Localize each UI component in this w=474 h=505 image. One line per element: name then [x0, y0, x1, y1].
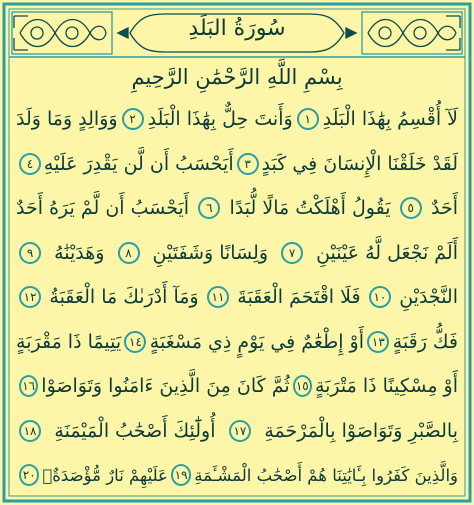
- verse-text: أَحَدٌ: [431, 197, 458, 220]
- ayah-number-marker: ٢٠: [19, 464, 39, 486]
- ayah-number-marker: ١٩: [171, 464, 191, 486]
- ayah-number-marker: ٧: [281, 242, 303, 264]
- verse-text: أَوْ إِطْعَٰمٌ فِي يَوْمٍ ذِي مَسْغَبَةٍ: [149, 330, 364, 353]
- verse-text: يَقُولُ أَهْلَكْتُ مَالًا لُّبَدًا: [229, 197, 391, 220]
- verse-text: أَلَمْ نَجْعَل لَّهُ عَيْنَيْنِ: [316, 241, 458, 264]
- verse-text: أَيَحْسَبُ أَن لَّمْ يَرَهُ أَحَدٌ: [16, 197, 190, 220]
- ayah-number-marker: ١٤: [124, 331, 146, 353]
- verse-text: وَمَآ أَدْرَىٰكَ مَا الْعَقَبَةُ: [49, 286, 199, 309]
- ayah-number-marker: ٩: [19, 242, 41, 264]
- verse-text: عَلَيْهِمْ نَارٌ مُّؤْصَدَةٌۢ: [42, 465, 168, 485]
- verse-text: لَقَدْ خَلَقْنَا الْإِنسَانَ فِي كَبَدٍ: [261, 152, 458, 175]
- verse-line: [16, 275, 458, 320]
- verse-text: وَوَالِدٍ وَمَا وَلَدَ: [16, 108, 118, 131]
- verse-text: وَلِسَانًا وَشَفَتَيْنِ: [152, 241, 269, 264]
- verse-text: بِالصَّبْرِ وَتَوَاصَوْا بِالْمَرْحَمَةِ: [264, 419, 458, 442]
- basmala: بِسْمِ اللَّهِ الرَّحْمَٰنِ الرَّحِيمِ: [131, 65, 343, 89]
- verse-text: وَهَدَيْنَٰهُ: [54, 241, 105, 264]
- verse-line: [16, 186, 458, 231]
- verse-text: لَآ أُقْسِمُ بِهَٰذَا الْبَلَدِ: [322, 108, 458, 131]
- verse-line: [16, 142, 458, 187]
- verse-text: النَّجْدَيْنِ: [399, 286, 458, 309]
- ayah-number-marker: ٥: [400, 197, 422, 219]
- ayah-number-marker: ١٢: [19, 286, 41, 308]
- verse-text: وَأَنتَ حِلٌّ بِهَٰذَا الْبَلَدِ: [147, 108, 293, 131]
- verse-line: [16, 364, 458, 409]
- verse-line: [16, 320, 458, 365]
- page-header: [0, 0, 474, 60]
- verse-text: أَوْ مِسْكِينًا ذَا مَتْرَبَةٍ: [314, 375, 458, 398]
- verse-text: أَيَحْسَبُ أَن لَّن يَقْدِرَ عَلَيْهِ: [43, 152, 234, 175]
- verse-lines: [16, 97, 458, 498]
- ayah-number-marker: ١٨: [19, 420, 41, 442]
- ayah-number-marker: ١٠: [369, 286, 391, 308]
- verse-text: ثُمَّ كَانَ مِنَ الَّذِينَ ءَامَنُوا وَتَوَاصَوْا: [41, 375, 290, 398]
- verse-line: [16, 409, 458, 454]
- verse-line: [16, 231, 458, 276]
- verse-line: [16, 97, 458, 142]
- ayah-number-marker: ١١: [207, 286, 229, 308]
- verse-text: وَالَّذِينَ كَفَرُوا بِـَٔايَٰتِنَا هُمْ أَصْحَٰبُ الْمَشْـَٔمَةِ: [194, 465, 458, 485]
- ayah-number-marker: ١٧: [229, 420, 251, 442]
- surah-title: سُورَةُ البَلَدِ: [188, 15, 286, 41]
- ayah-number-marker: ٨: [118, 242, 140, 264]
- ayah-number-marker: ١٣: [367, 331, 389, 353]
- ayah-number-marker: ١٦: [19, 375, 38, 397]
- ayah-number-marker: ٣: [237, 153, 259, 175]
- verse-text: فَلَا اقْتَحَمَ الْعَقَبَةَ: [237, 286, 361, 309]
- ayah-number-marker: ٦: [198, 197, 220, 219]
- verse-line: [16, 453, 458, 498]
- verse-text: أُولَٰٓئِكَ أَصْحَٰبُ الْمَيْمَنَةِ: [54, 419, 216, 442]
- ayah-number-marker: ٢: [122, 108, 144, 130]
- ayah-number-marker: ١٥: [293, 375, 312, 397]
- verse-text: فَكُّ رَقَبَةٍ: [392, 330, 458, 353]
- verse-text: يَتِيمًا ذَا مَقْرَبَةٍ: [16, 330, 122, 353]
- ayah-number-marker: ٤: [19, 153, 41, 175]
- ayah-number-marker: ١: [297, 108, 319, 130]
